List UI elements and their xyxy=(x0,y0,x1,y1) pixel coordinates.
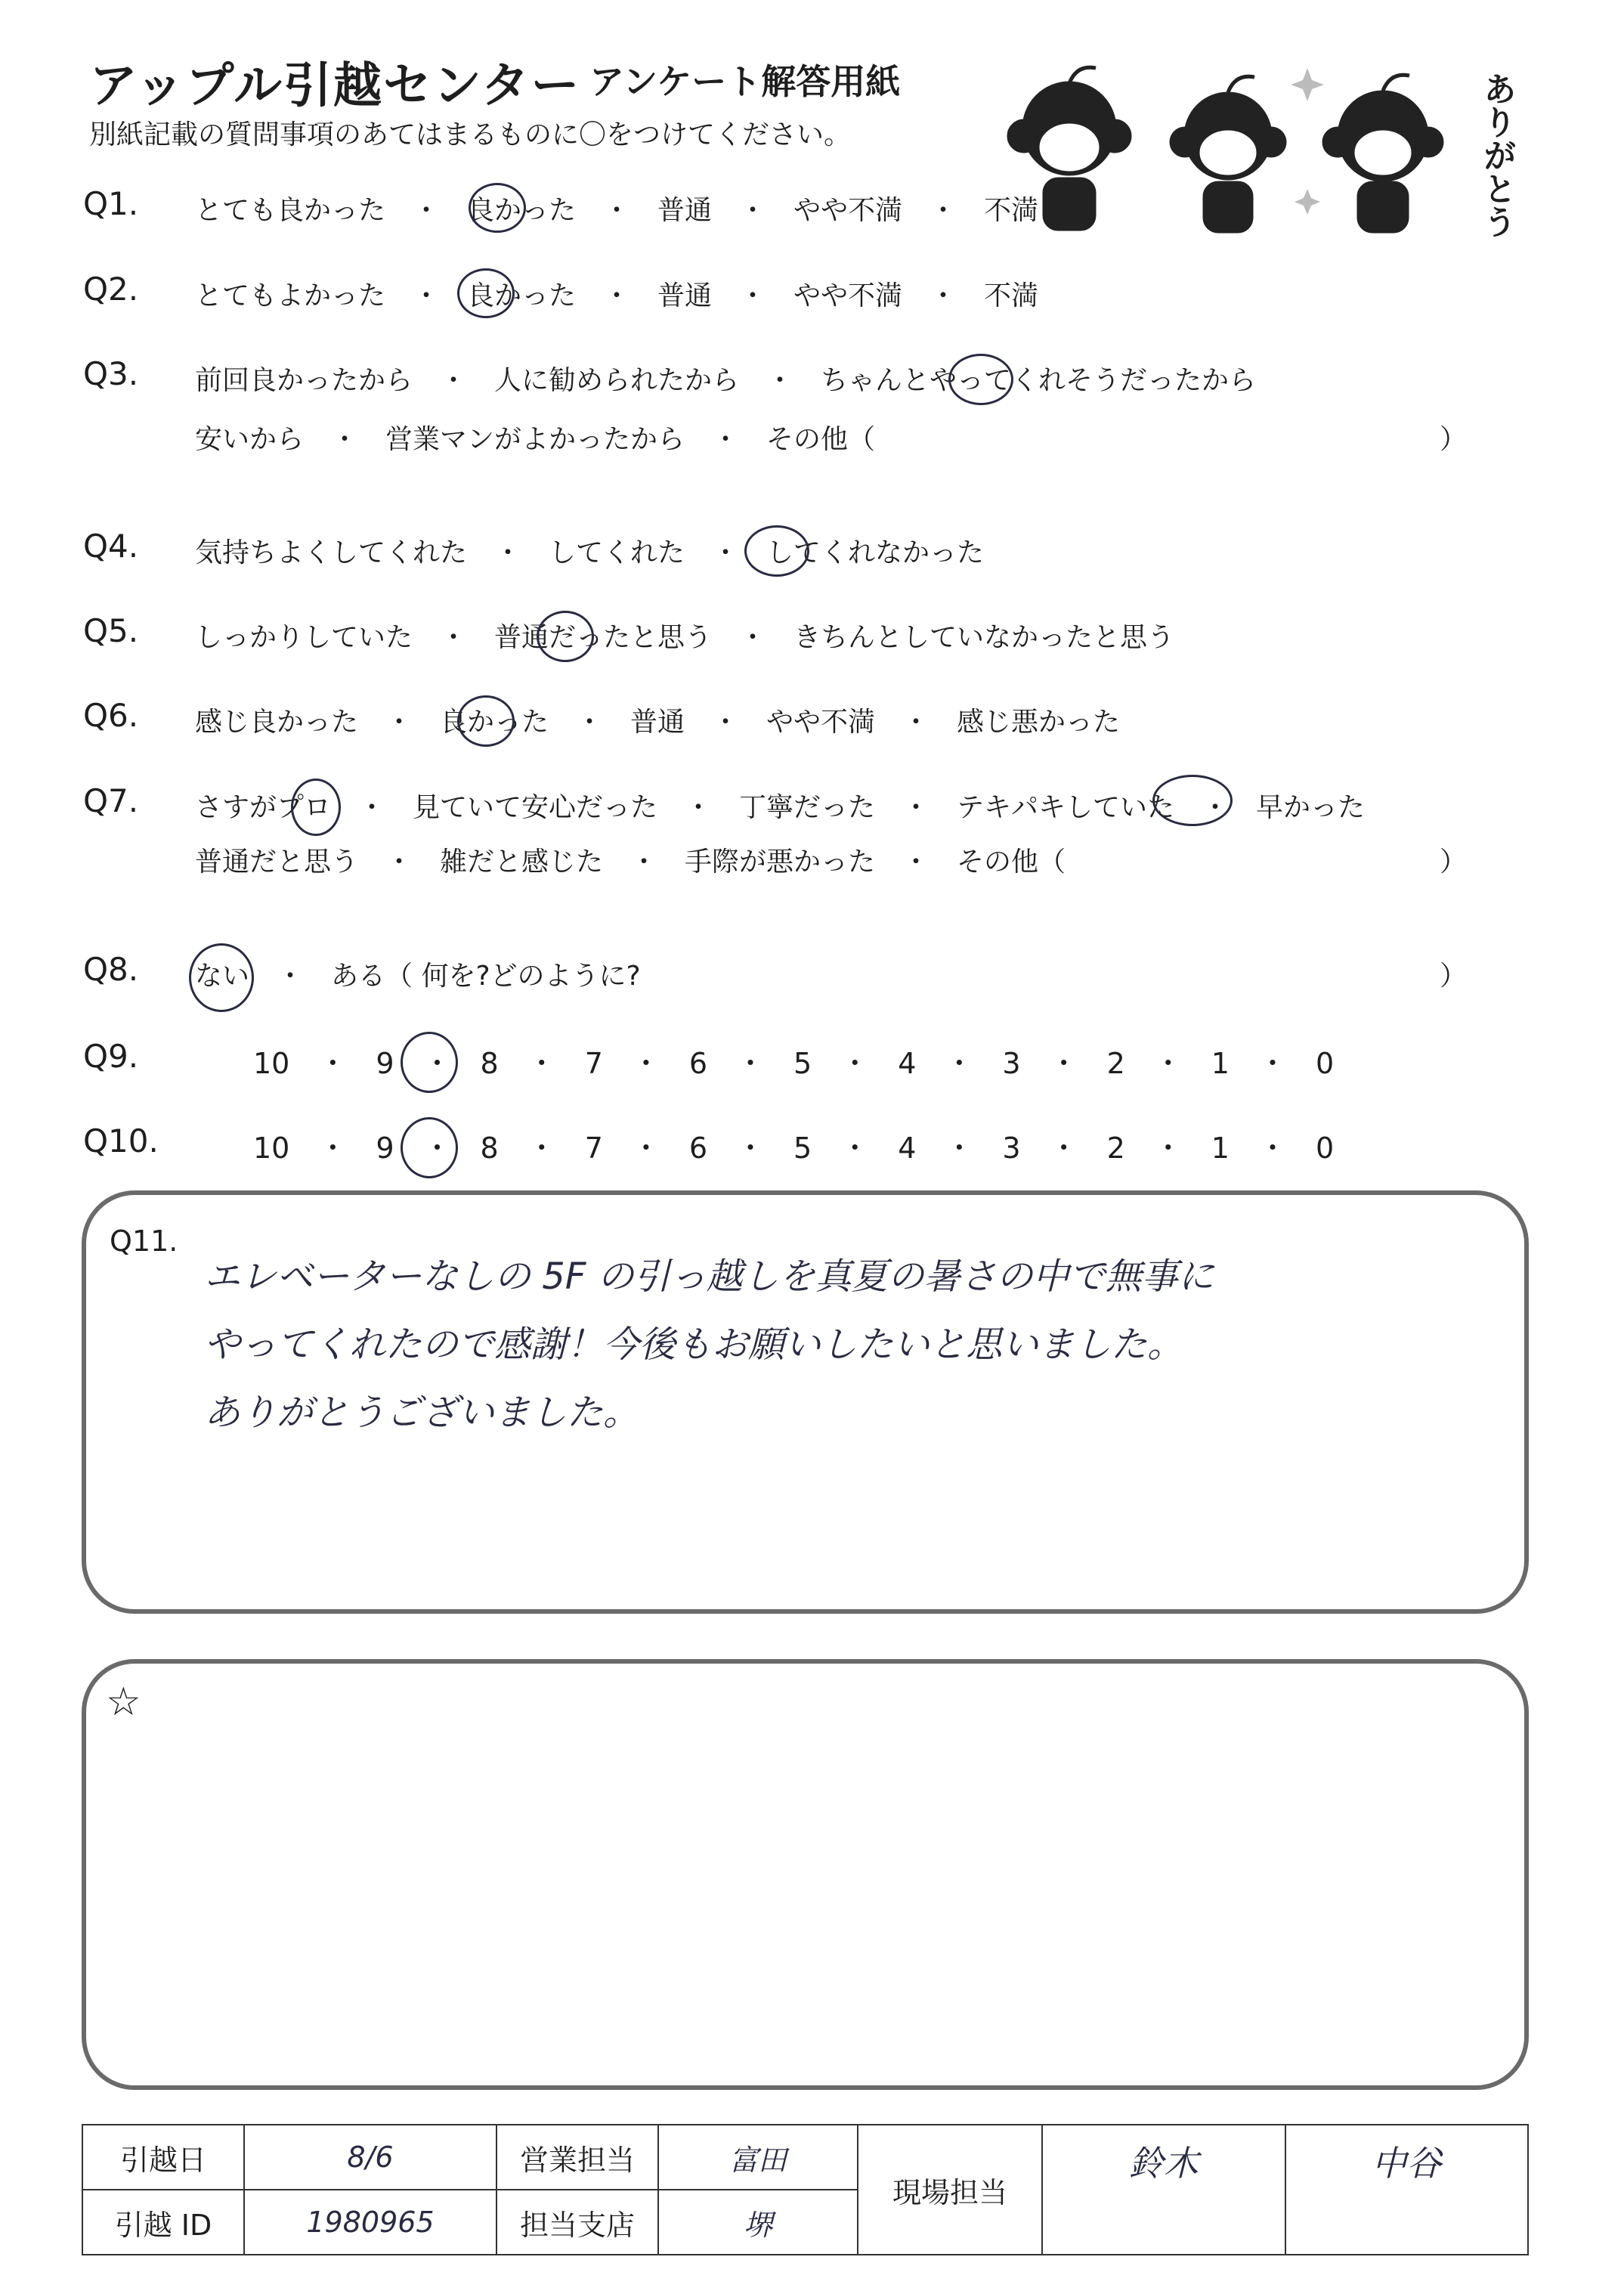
move-date-label: 引越日 xyxy=(82,2125,244,2190)
q3-closing-paren: ） xyxy=(1440,424,1468,455)
q9-label: Q9. xyxy=(83,1038,139,1075)
q11-handwritten-line-3: ありがとうございました。 xyxy=(204,1392,640,1434)
q4-label: Q4. xyxy=(83,528,139,565)
q1-options: とても良かった ・ 良かった ・ 普通 ・ やや不満 ・ 不満 xyxy=(195,195,1039,226)
instruction-text: 別紙記載の質問事項のあてはまるものに〇をつけてください。 xyxy=(89,119,852,150)
branch-value: 堺 xyxy=(658,2190,858,2255)
move-id-label: 引越 ID xyxy=(82,2190,244,2255)
q8-closing-paren: ） xyxy=(1440,961,1468,992)
sales-value: 富田 xyxy=(658,2125,858,2190)
thanks-text: ありがとう xyxy=(1477,72,1516,238)
site-staff-label: 現場担当 xyxy=(858,2125,1042,2255)
move-id-value: 1980965 xyxy=(244,2190,496,2255)
q4-answer-mark xyxy=(744,525,809,577)
q6-answer-mark xyxy=(457,695,515,747)
company-name: アップル引越センター xyxy=(89,58,581,114)
footer-info-table xyxy=(82,2124,1529,2255)
move-date-value: 8/6 xyxy=(244,2125,496,2190)
q11-handwritten-line-1: エレベーターなしの 5F の引っ越しを真夏の暑さの中で無事に xyxy=(204,1255,1214,1298)
q7-answer-mark-1 xyxy=(291,779,341,836)
q11-label: Q11. xyxy=(110,1224,178,1258)
q3-answer-mark xyxy=(948,354,1013,405)
sales-label: 営業担当 xyxy=(496,2125,658,2190)
q6-label: Q6. xyxy=(83,697,139,734)
q5-options: しっかりしていた ・ 普通だったと思う ・ きちんとしていなかったと思う xyxy=(195,622,1175,653)
q8-options: ない ・ ある（ 何を?どのように? xyxy=(195,961,641,992)
q7-options-line1: さすがプロ ・ 見ていて安心だった ・ 丁寧だった ・ テキパキしていた ・ 早かった xyxy=(195,792,1366,823)
q10-answer-mark xyxy=(401,1117,458,1178)
q7-closing-paren: ） xyxy=(1440,847,1468,878)
site-staff-2: 中谷 xyxy=(1285,2125,1529,2255)
q10-label: Q10. xyxy=(83,1122,159,1159)
q7-answer-mark-2 xyxy=(1152,775,1233,826)
q9-answer-mark xyxy=(401,1032,458,1093)
q3-label: Q3. xyxy=(83,355,139,392)
q7-label: Q7. xyxy=(83,782,139,819)
q3-options-line2: 安いから ・ 営業マンがよかったから ・ その他（ xyxy=(195,424,876,455)
monkey-mascot-3-icon xyxy=(1322,75,1443,233)
monkey-mascots-illustration xyxy=(990,53,1474,249)
q6-options: 感じ良かった ・ 良かった ・ 普通 ・ やや不満 ・ 感じ悪かった xyxy=(195,707,1121,738)
q10-scale: 10 ・ 9 ・ 8 ・ 7 ・ 6 ・ 5 ・ 4 ・ 3 ・ 2 ・ 1 ・ 0 xyxy=(253,1132,1335,1165)
q7-options-line2: 普通だと思う ・ 雑だと感じた ・ 手際が悪かった ・ その他（ xyxy=(195,847,1066,878)
q1-label: Q1. xyxy=(83,185,139,222)
q9-scale: 10 ・ 9 ・ 8 ・ 7 ・ 6 ・ 5 ・ 4 ・ 3 ・ 2 ・ 1 ・ 0 xyxy=(253,1047,1335,1080)
q4-options: 気持ちよくしてくれた ・ してくれた ・ してくれなかった xyxy=(195,537,985,568)
q5-answer-mark xyxy=(537,611,594,662)
monkey-mascot-2-icon xyxy=(1170,76,1286,233)
star-comment-box xyxy=(82,1659,1529,2090)
branch-label: 担当支店 xyxy=(496,2190,658,2255)
q8-answer-mark xyxy=(189,943,254,1012)
sparkle-icon xyxy=(1291,68,1324,215)
star-label: ☆ xyxy=(106,1679,141,1725)
q1-answer-mark xyxy=(469,183,526,233)
form-title: アンケート解答用紙 xyxy=(589,61,901,102)
q8-label: Q8. xyxy=(83,951,139,988)
q11-handwritten-line-2: やってくれたので感謝！今後もお願いしたいと思いました。 xyxy=(204,1323,1184,1366)
q2-options: とてもよかった ・ 良かった ・ 普通 ・ やや不満 ・ 不満 xyxy=(195,280,1039,311)
q2-label: Q2. xyxy=(83,271,139,308)
q2-answer-mark xyxy=(457,268,515,318)
q5-label: Q5. xyxy=(83,612,139,649)
site-staff-1: 鈴木 xyxy=(1042,2125,1285,2255)
q3-options-line1: 前回良かったから ・ 人に勧められたから ・ ちゃんとやってくれそうだったから xyxy=(195,365,1257,396)
